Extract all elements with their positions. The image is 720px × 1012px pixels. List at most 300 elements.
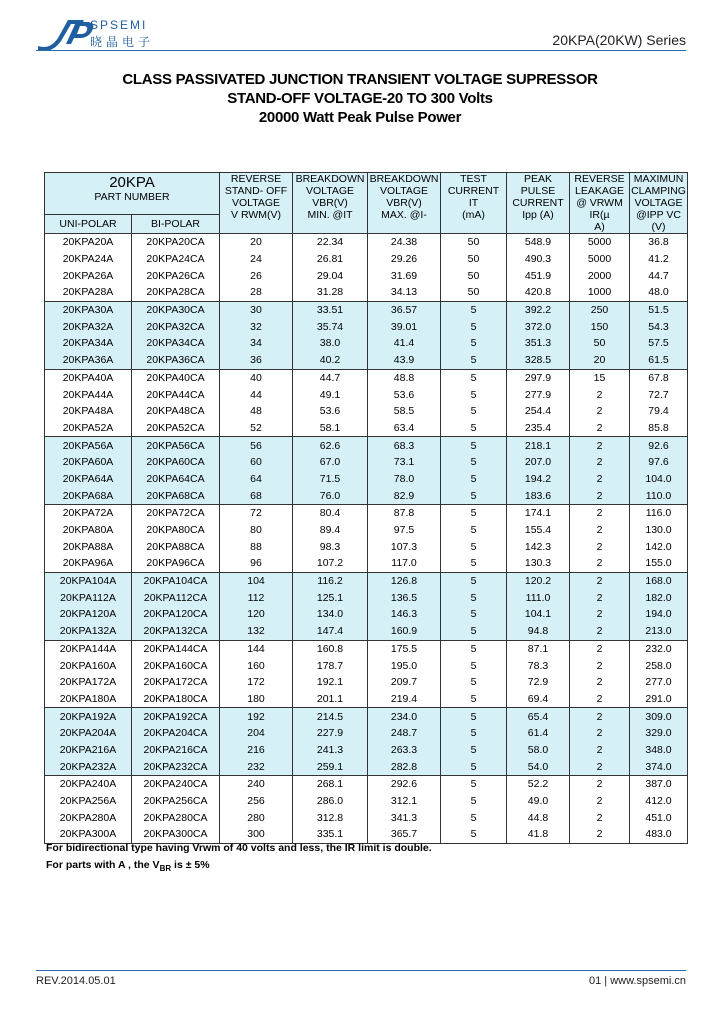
table-cell: 160.9: [368, 623, 441, 640]
table-cell: 58.0: [507, 742, 570, 759]
table-cell: 112: [220, 589, 293, 606]
table-cell: 312.8: [293, 809, 368, 826]
table-cell: 89.4: [293, 522, 368, 539]
table-cell: 5: [441, 826, 507, 843]
table-cell: 146.3: [368, 606, 441, 623]
table-cell: 61.5: [630, 352, 688, 369]
table-cell: 20KPA80CA: [132, 522, 220, 539]
table-cell: 160: [220, 657, 293, 674]
table-cell: 40: [220, 369, 293, 386]
table-cell: 88: [220, 538, 293, 555]
table-cell: 61.4: [507, 725, 570, 742]
leakage-header: REVERSE LEAKAGE @ VRWM IR(µ A): [570, 173, 630, 234]
table-cell: 78.3: [507, 657, 570, 674]
table-cell: 20KPA44A: [45, 386, 132, 403]
table-cell: 20KPA64A: [45, 471, 132, 488]
table-cell: 35.74: [293, 318, 368, 335]
table-cell: 63.4: [368, 420, 441, 437]
table-cell: 20KPA26CA: [132, 267, 220, 284]
table-cell: 297.9: [507, 369, 570, 386]
table-cell: 5: [441, 606, 507, 623]
table-cell: 72.7: [630, 386, 688, 403]
table-cell: 26.81: [293, 251, 368, 268]
table-cell: 5: [441, 301, 507, 318]
table-cell: 67.0: [293, 454, 368, 471]
table-cell: 175.5: [368, 640, 441, 657]
table-cell: 20KPA132CA: [132, 623, 220, 640]
table-row: [45, 589, 688, 606]
table-cell: 50: [441, 251, 507, 268]
table-cell: 51.5: [630, 301, 688, 318]
table-cell: 2: [570, 657, 630, 674]
table-cell: 125.1: [293, 589, 368, 606]
table-cell: 60: [220, 454, 293, 471]
table-cell: 20KPA36CA: [132, 352, 220, 369]
table-cell: 130.0: [630, 522, 688, 539]
table-cell: 132: [220, 623, 293, 640]
table-row: [45, 555, 688, 572]
table-cell: 2: [570, 572, 630, 589]
table-cell: 36.8: [630, 234, 688, 251]
title-line-3: 20000 Watt Peak Pulse Power: [258, 109, 462, 126]
table-cell: 216: [220, 742, 293, 759]
notes: [46, 840, 432, 877]
table-cell: 2: [570, 691, 630, 708]
test-current-header: TEST CURRENT IT (mA): [441, 173, 507, 234]
table-row: [45, 657, 688, 674]
table-cell: 52.2: [507, 776, 570, 793]
table-cell: 5: [441, 623, 507, 640]
table-row: [45, 471, 688, 488]
table-row: [45, 267, 688, 284]
table-cell: 68.3: [368, 437, 441, 454]
table-cell: 29.04: [293, 267, 368, 284]
series-title: 20KPA(20KW) Series: [552, 32, 686, 48]
table-cell: 20KPA60CA: [132, 454, 220, 471]
table-cell: 85.8: [630, 420, 688, 437]
table-cell: 20KPA34CA: [132, 335, 220, 352]
table-cell: 2: [570, 589, 630, 606]
table-cell: 5: [441, 505, 507, 522]
table-cell: 20KPA300A: [45, 826, 132, 843]
table-cell: 240: [220, 776, 293, 793]
table-cell: 2: [570, 776, 630, 793]
table-cell: 5: [441, 589, 507, 606]
table-cell: 20KPA172A: [45, 674, 132, 691]
table-cell: 150: [570, 318, 630, 335]
table-row: [45, 318, 688, 335]
table-cell: 20KPA144A: [45, 640, 132, 657]
table-cell: 56: [220, 437, 293, 454]
table-cell: 194.0: [630, 606, 688, 623]
table-cell: 20KPA30CA: [132, 301, 220, 318]
table-cell: 20KPA80A: [45, 522, 132, 539]
table-cell: 20KPA112A: [45, 589, 132, 606]
table-cell: 36: [220, 352, 293, 369]
table-cell: 49.0: [507, 793, 570, 810]
table-cell: 20KPA112CA: [132, 589, 220, 606]
table-row: [45, 742, 688, 759]
table-cell: 20KPA72CA: [132, 505, 220, 522]
table-cell: 5: [441, 674, 507, 691]
part-number-header: 20KPA PART NUMBER: [45, 173, 220, 215]
table-cell: 20KPA192CA: [132, 708, 220, 725]
table-cell: 194.2: [507, 471, 570, 488]
table-cell: 69.4: [507, 691, 570, 708]
table-cell: 120.2: [507, 572, 570, 589]
table-cell: 20KPA20CA: [132, 234, 220, 251]
table-cell: 5000: [570, 251, 630, 268]
table-cell: 351.3: [507, 335, 570, 352]
breakdown-max-header: BREAKDOWN VOLTAGE VBR(V) MAX. @I-: [368, 173, 441, 234]
table-cell: 2: [570, 742, 630, 759]
table-cell: 142.0: [630, 538, 688, 555]
table-cell: 5: [441, 471, 507, 488]
table-row: [45, 758, 688, 775]
table-cell: 20KPA204A: [45, 725, 132, 742]
table-cell: 300: [220, 826, 293, 843]
table-cell: 44.7: [630, 267, 688, 284]
table-row: [45, 572, 688, 589]
table-cell: 2: [570, 403, 630, 420]
table-cell: 5000: [570, 234, 630, 251]
table-cell: 259.1: [293, 758, 368, 775]
table-row: [45, 522, 688, 539]
table-cell: 328.5: [507, 352, 570, 369]
table-cell: 104: [220, 572, 293, 589]
table-cell: 48: [220, 403, 293, 420]
table-cell: 82.9: [368, 487, 441, 504]
table-cell: 5: [441, 386, 507, 403]
table-cell: 147.4: [293, 623, 368, 640]
table-cell: 5: [441, 809, 507, 826]
table-cell: 67.8: [630, 369, 688, 386]
table-cell: 20KPA48CA: [132, 403, 220, 420]
table-cell: 20KPA160CA: [132, 657, 220, 674]
table-cell: 34: [220, 335, 293, 352]
table-cell: 172: [220, 674, 293, 691]
table-cell: 232: [220, 758, 293, 775]
table-cell: 54.0: [507, 758, 570, 775]
table-row: [45, 708, 688, 725]
table-cell: 292.6: [368, 776, 441, 793]
table-cell: 30: [220, 301, 293, 318]
table-cell: 20KPA160A: [45, 657, 132, 674]
table-cell: 20KPA256CA: [132, 793, 220, 810]
table-cell: 348.0: [630, 742, 688, 759]
table-cell: 20KPA232CA: [132, 758, 220, 775]
table-cell: 20KPA88A: [45, 538, 132, 555]
table-cell: 20KPA44CA: [132, 386, 220, 403]
table-cell: 218.1: [507, 437, 570, 454]
table-cell: 483.0: [630, 826, 688, 843]
table-cell: 20KPA120CA: [132, 606, 220, 623]
table-cell: 20KPA52CA: [132, 420, 220, 437]
table-cell: 2: [570, 640, 630, 657]
table-cell: 329.0: [630, 725, 688, 742]
table-cell: 110.0: [630, 487, 688, 504]
table-cell: 50: [441, 284, 507, 301]
table-cell: 183.6: [507, 487, 570, 504]
table-cell: 20KPA36A: [45, 352, 132, 369]
table-cell: 451.9: [507, 267, 570, 284]
table-cell: 20KPA300CA: [132, 826, 220, 843]
table-cell: 5: [441, 691, 507, 708]
table-cell: 58.5: [368, 403, 441, 420]
table-cell: 49.1: [293, 386, 368, 403]
table-cell: 2: [570, 708, 630, 725]
title-line-2: STAND-OFF VOLTAGE-20 TO 300 Volts: [227, 90, 493, 107]
table-cell: 195.0: [368, 657, 441, 674]
table-cell: 117.0: [368, 555, 441, 572]
table-cell: 80: [220, 522, 293, 539]
table-cell: 48.8: [368, 369, 441, 386]
table-row: [45, 386, 688, 403]
table-row: [45, 251, 688, 268]
clamping-header: MAXIMUN CLAMPING VOLTAGE @IPP VC (V): [631, 173, 686, 233]
table-cell: 20KPA280A: [45, 809, 132, 826]
table-cell: 2: [570, 555, 630, 572]
table-cell: 277.9: [507, 386, 570, 403]
title-line-1: CLASS PASSIVATED JUNCTION TRANSIENT VOLTAGE SUPRESSOR: [122, 71, 598, 88]
table-cell: 280: [220, 809, 293, 826]
table-cell: 40.2: [293, 352, 368, 369]
table-cell: 20KPA88CA: [132, 538, 220, 555]
table-cell: 134.0: [293, 606, 368, 623]
brand-name: SPSEMI: [90, 18, 148, 32]
table-cell: 44.7: [293, 369, 368, 386]
table-cell: 5: [441, 555, 507, 572]
table-cell: 142.3: [507, 538, 570, 555]
document-titles: [0, 70, 720, 127]
table-cell: 5: [441, 369, 507, 386]
table-cell: 20KPA48A: [45, 403, 132, 420]
table-cell: 5: [441, 538, 507, 555]
table-cell: 214.5: [293, 708, 368, 725]
table-cell: 116.2: [293, 572, 368, 589]
table-cell: 5: [441, 657, 507, 674]
table-cell: 98.3: [293, 538, 368, 555]
table-row: [45, 284, 688, 301]
table-row: [45, 776, 688, 793]
table-cell: 2: [570, 538, 630, 555]
note-tolerance: For parts with A , the $V_{BR}$ is ± 5%: [46, 859, 210, 874]
table-cell: 26: [220, 267, 293, 284]
table-cell: 341.3: [368, 809, 441, 826]
table-cell: 168.0: [630, 572, 688, 589]
table-cell: 219.4: [368, 691, 441, 708]
table-cell: 227.9: [293, 725, 368, 742]
table-cell: 548.9: [507, 234, 570, 251]
peak-current-header: PEAK PULSE CURRENT Ipp (A): [507, 173, 570, 234]
table-cell: 73.1: [368, 454, 441, 471]
table-cell: 116.0: [630, 505, 688, 522]
table-cell: 130.3: [507, 555, 570, 572]
table-cell: 96: [220, 555, 293, 572]
table-cell: 20KPA96CA: [132, 555, 220, 572]
table-cell: 2: [570, 826, 630, 843]
table-cell: 64: [220, 471, 293, 488]
table-cell: 20KPA144CA: [132, 640, 220, 657]
table-cell: 79.4: [630, 403, 688, 420]
page-number-and-site: 01 | www.spsemi.cn: [588, 975, 686, 987]
table-cell: 5: [441, 403, 507, 420]
table-cell: 107.2: [293, 555, 368, 572]
table-cell: 22.34: [293, 234, 368, 251]
table-row: [45, 301, 688, 318]
table-cell: 20KPA180CA: [132, 691, 220, 708]
table-cell: 36.57: [368, 301, 441, 318]
table-cell: 24: [220, 251, 293, 268]
table-cell: 38.0: [293, 335, 368, 352]
table-cell: 71.5: [293, 471, 368, 488]
table-cell: 5: [441, 318, 507, 335]
table-cell: 20KPA104CA: [132, 572, 220, 589]
table-cell: 41.8: [507, 826, 570, 843]
table-cell: 20KPA24CA: [132, 251, 220, 268]
table-cell: 286.0: [293, 793, 368, 810]
table-cell: 2: [570, 487, 630, 504]
table-cell: 241.3: [293, 742, 368, 759]
table-cell: 53.6: [293, 403, 368, 420]
table-cell: 263.3: [368, 742, 441, 759]
header-divider: [36, 50, 686, 51]
spec-table-body: [45, 234, 688, 844]
table-row: [45, 725, 688, 742]
table-cell: 144: [220, 640, 293, 657]
table-row: [45, 403, 688, 420]
table-row: [45, 437, 688, 454]
table-cell: 258.0: [630, 657, 688, 674]
table-cell: 5: [441, 640, 507, 657]
table-cell: 178.7: [293, 657, 368, 674]
table-cell: 2: [570, 674, 630, 691]
table-cell: 5: [441, 776, 507, 793]
table-cell: 20KPA32A: [45, 318, 132, 335]
table-cell: 94.8: [507, 623, 570, 640]
table-cell: 87.1: [507, 640, 570, 657]
table-cell: 5: [441, 758, 507, 775]
table-cell: 20: [570, 352, 630, 369]
table-cell: 24.38: [368, 234, 441, 251]
table-cell: 20KPA256A: [45, 793, 132, 810]
table-row: [45, 691, 688, 708]
table-row: [45, 420, 688, 437]
table-cell: 20: [220, 234, 293, 251]
table-cell: 365.7: [368, 826, 441, 843]
table-row: [45, 352, 688, 369]
uni-polar-header: UNI-POLAR: [45, 214, 132, 233]
table-cell: 2: [570, 623, 630, 640]
table-row: [45, 487, 688, 504]
table-row: [45, 505, 688, 522]
table-cell: 104.1: [507, 606, 570, 623]
table-cell: 20KPA68CA: [132, 487, 220, 504]
table-cell: 20KPA132A: [45, 623, 132, 640]
table-cell: 155.0: [630, 555, 688, 572]
table-row: [45, 623, 688, 640]
table-cell: 5: [441, 725, 507, 742]
table-cell: 20KPA20A: [45, 234, 132, 251]
table-cell: 254.4: [507, 403, 570, 420]
table-cell: 412.0: [630, 793, 688, 810]
table-cell: 97.6: [630, 454, 688, 471]
table-cell: 20KPA172CA: [132, 674, 220, 691]
table-cell: 451.0: [630, 809, 688, 826]
table-cell: 48.0: [630, 284, 688, 301]
table-cell: 20KPA28CA: [132, 284, 220, 301]
table-cell: 126.8: [368, 572, 441, 589]
table-cell: 5: [441, 793, 507, 810]
table-cell: 39.01: [368, 318, 441, 335]
table-cell: 420.8: [507, 284, 570, 301]
table-cell: 309.0: [630, 708, 688, 725]
table-cell: 192.1: [293, 674, 368, 691]
table-cell: 250: [570, 301, 630, 318]
table-cell: 20KPA68A: [45, 487, 132, 504]
table-cell: 201.1: [293, 691, 368, 708]
table-cell: 20KPA216A: [45, 742, 132, 759]
table-row: [45, 606, 688, 623]
table-cell: 92.6: [630, 437, 688, 454]
table-cell: 41.4: [368, 335, 441, 352]
breakdown-min-header: BREAKDOWN VOLTAGE VBR(V) MIN. @IT: [293, 173, 368, 234]
table-cell: 20KPA56A: [45, 437, 132, 454]
table-cell: 68: [220, 487, 293, 504]
table-cell: 50: [570, 335, 630, 352]
table-cell: 2: [570, 437, 630, 454]
table-cell: 50: [441, 234, 507, 251]
table-cell: 5: [441, 522, 507, 539]
table-cell: 20KPA280CA: [132, 809, 220, 826]
table-cell: 2: [570, 471, 630, 488]
table-cell: 5: [441, 487, 507, 504]
table-cell: 136.5: [368, 589, 441, 606]
table-cell: 2: [570, 505, 630, 522]
table-cell: 20KPA120A: [45, 606, 132, 623]
table-row: [45, 335, 688, 352]
table-cell: 335.1: [293, 826, 368, 843]
table-cell: 248.7: [368, 725, 441, 742]
table-cell: 58.1: [293, 420, 368, 437]
table-cell: 180: [220, 691, 293, 708]
table-cell: 50: [441, 267, 507, 284]
table-cell: 268.1: [293, 776, 368, 793]
table-cell: 2: [570, 758, 630, 775]
table-cell: 107.3: [368, 538, 441, 555]
table-cell: 20KPA240CA: [132, 776, 220, 793]
table-cell: 312.1: [368, 793, 441, 810]
table-cell: 372.0: [507, 318, 570, 335]
table-cell: 20KPA28A: [45, 284, 132, 301]
table-cell: 204: [220, 725, 293, 742]
table-cell: 28: [220, 284, 293, 301]
table-cell: 155.4: [507, 522, 570, 539]
table-cell: 43.9: [368, 352, 441, 369]
table-cell: 44.8: [507, 809, 570, 826]
table-cell: 20KPA216CA: [132, 742, 220, 759]
table-cell: 235.4: [507, 420, 570, 437]
table-cell: 54.3: [630, 318, 688, 335]
table-cell: 2: [570, 793, 630, 810]
table-cell: 53.6: [368, 386, 441, 403]
reverse-voltage-header: REVERSE STAND- OFF VOLTAGE V RWM(V): [220, 173, 293, 234]
table-cell: 213.0: [630, 623, 688, 640]
table-cell: 34.13: [368, 284, 441, 301]
table-cell: 5: [441, 335, 507, 352]
table-cell: 20KPA40CA: [132, 369, 220, 386]
table-cell: 209.7: [368, 674, 441, 691]
